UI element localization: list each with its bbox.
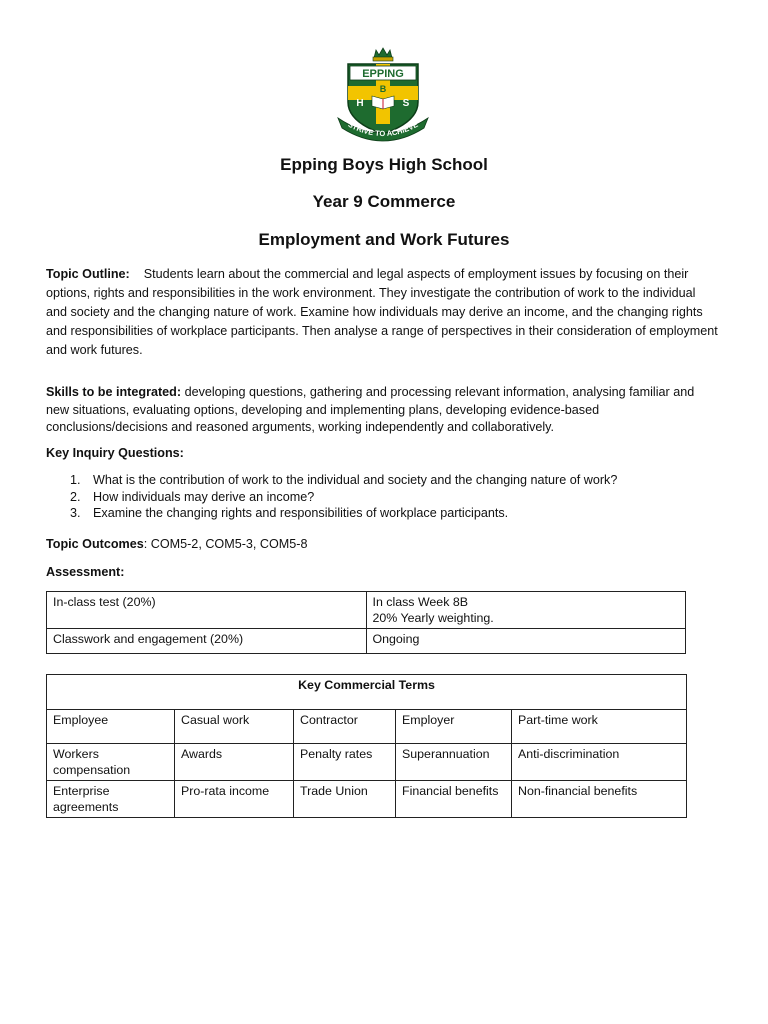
- inquiry-question-list: [46, 472, 706, 522]
- table-row: [47, 781, 687, 818]
- table-row: [47, 592, 686, 629]
- topic-outcomes-label: Topic Outcomes: [46, 537, 144, 551]
- unit-title: Employment and Work Futures: [258, 230, 510, 249]
- table-row: [47, 710, 687, 744]
- inquiry-question-text: Examine the changing rights and responsibilities of workplace participants.: [93, 506, 509, 520]
- table-cell: [366, 592, 686, 629]
- key-terms-table: [46, 674, 687, 818]
- assessment-table: [46, 591, 686, 654]
- topic-outline-text: Students learn about the commercial and legal aspects of employment issues by focusing on their options, rights and responsibilities in the work environment. They investigate the contribution of work to the individual and society and the changing nature of work. Examine how individuals may derive an income, and the changing rights and responsibilities of workplace participants. Then analyse a range of perspectives in their consideration of employment and work futures.: [46, 267, 718, 357]
- table-cell: Trade Union: [294, 781, 396, 818]
- list-number: 1.: [70, 473, 81, 487]
- topic-outcomes: [46, 537, 307, 551]
- table-cell: Employee: [47, 710, 175, 744]
- table-cell: Workers compensation: [47, 744, 175, 781]
- table-cell: Part-time work: [512, 710, 687, 744]
- table-cell: Contractor: [294, 710, 396, 744]
- skills-label: Skills to be integrated:: [46, 385, 182, 399]
- inquiry-heading: Key Inquiry Questions:: [46, 446, 184, 460]
- crest-letter-s: S: [402, 98, 410, 109]
- table-row: [47, 744, 687, 781]
- topic-outcomes-text: : COM5-2, COM5-3, COM5-8: [143, 537, 308, 551]
- key-terms-caption: Key Commercial Terms: [47, 675, 687, 710]
- course-title: Year 9 Commerce: [312, 192, 456, 211]
- inquiry-question-text: How individuals may derive an income?: [93, 489, 315, 504]
- topic-outline-label: Topic Outline:: [46, 267, 130, 281]
- crest-letter-h: H: [356, 98, 364, 109]
- list-item: [46, 505, 706, 522]
- table-cell: Penalty rates: [294, 744, 396, 781]
- table-cell: Anti-discrimination: [512, 744, 687, 781]
- table-cell: Awards: [175, 744, 294, 781]
- crest-motto: STRIVE TO ACHIEVE: [346, 119, 420, 139]
- table-cell: Financial benefits: [396, 781, 512, 818]
- list-item: [46, 489, 706, 506]
- table-cell: Classwork and engagement (20%): [47, 629, 367, 654]
- table-cell: Superannuation: [396, 744, 512, 781]
- table-cell: Casual work: [175, 710, 294, 744]
- list-item: [46, 472, 706, 489]
- table-cell: In-class test (20%): [47, 592, 367, 629]
- table-cell: Ongoing: [366, 629, 686, 654]
- cell-line: 20% Yearly weighting.: [372, 611, 494, 625]
- skills-text: developing questions, gathering and processing relevant information, analysing familiar and new situations, evaluating options, developing and implementing plans, developing evidence-based conclusions/decisions and reasoned arguments, working independently and collaboratively.: [46, 385, 695, 434]
- crest-letter-b: B: [379, 84, 387, 94]
- school-crest-logo: [332, 44, 434, 144]
- cell-line: In class Week 8B: [372, 595, 468, 609]
- topic-outline-paragraph: [46, 265, 718, 360]
- skills-paragraph: [46, 384, 718, 437]
- table-cell: Employer: [396, 710, 512, 744]
- crown-icon: [373, 48, 393, 61]
- crest-top-text: EPPING: [362, 68, 404, 80]
- table-cell: Pro-rata income: [175, 781, 294, 818]
- list-number: 3.: [70, 506, 81, 520]
- table-header-row: [47, 675, 687, 710]
- assessment-heading: Assessment:: [46, 565, 125, 579]
- table-row: [47, 629, 686, 654]
- school-name: Epping Boys High School: [280, 155, 488, 174]
- table-cell: Enterprise agreements: [47, 781, 175, 818]
- table-cell: Non-financial benefits: [512, 781, 687, 818]
- list-number: 2.: [70, 489, 81, 504]
- inquiry-question-text: What is the contribution of work to the individual and society and the changing nature of work?: [93, 473, 618, 487]
